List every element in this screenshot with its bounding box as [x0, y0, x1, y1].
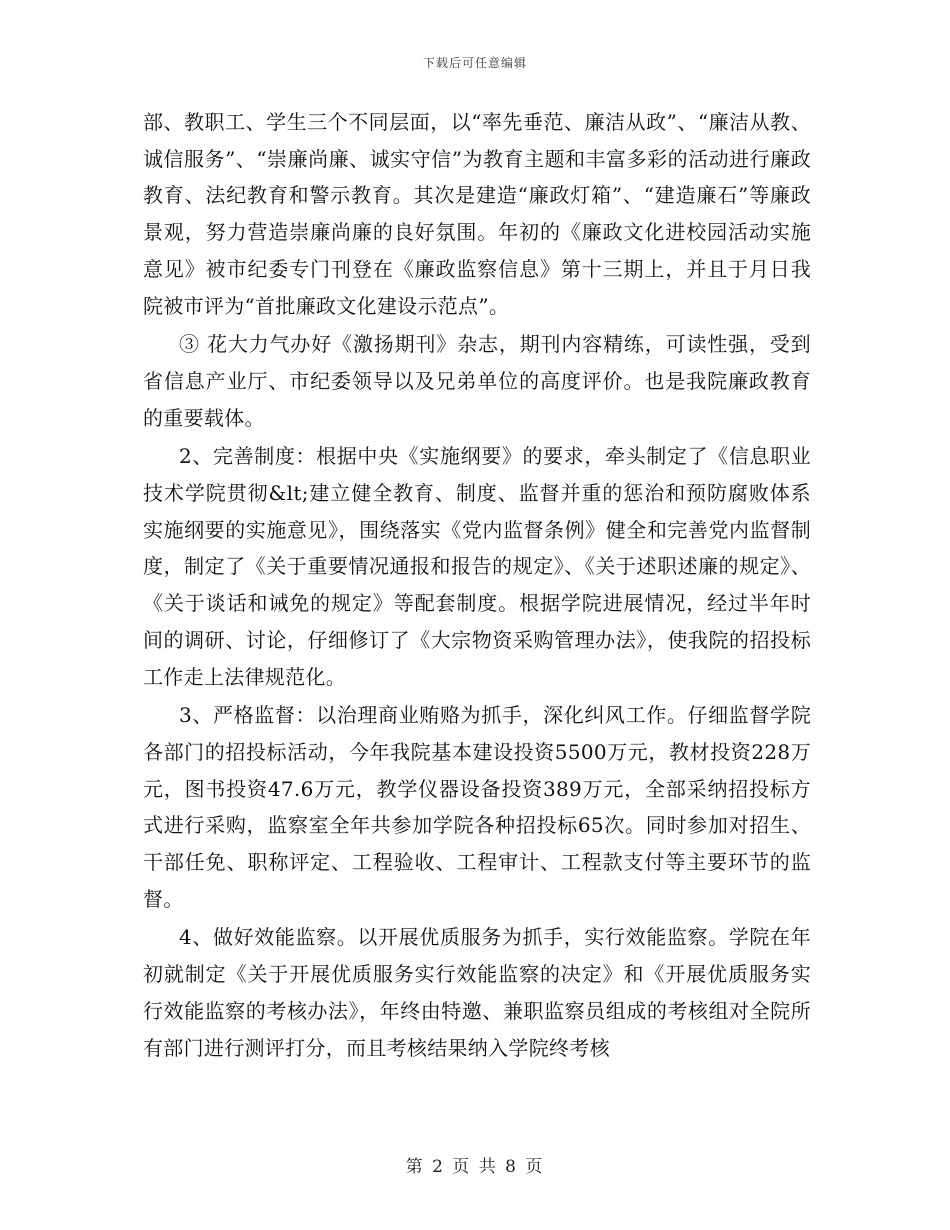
- paragraph-continued: 部、教职工、学生三个不同层面，以“率先垂范、廉洁从政”、“廉洁从教、诚信服务”、“崇廉尚廉、诚实守信”为教育主题和丰富多彩的活动进行廉政教育、法纪教育和警示教育。其次是建造“廉政灯箱”、“建造廉石”等廉政景观，努力营造崇廉尚廉的良好氛围。年初的《廉政文化进校园活动实施意见》被市纪委专门刊登在《廉政监察信息》第十三期上，并且于月日我院被市评为“首批廉政文化建设示范点”。: [143, 110, 811, 318]
- paragraph-item-4-efficiency: 4、做好效能监察。以开展优质服务为抓手，实行效能监察。学院在年初就制定《关于开展优质服务实行效能监察的决定》和《开展优质服务实行效能监察的考核办法》，年终由特邀、兼职监察员组成的考核组对全院所有部门进行测评打分，而且考核结果纳入学院终考核: [143, 925, 811, 1060]
- document-body: [143, 104, 811, 1068]
- page-header: 下载后可任意编辑: [422, 56, 527, 70]
- paragraph-item-3-journal: ③ 花大力气办好《激扬期刊》杂志，期刊内容精练，可读性强，受到省信息产业厅、市纪委领导以及兄弟单位的高度评价。也是我院廉政教育的重要载体。: [143, 332, 811, 430]
- paragraph-item-2-system: 2、完善制度：根据中央《实施纲要》的要求，牵头制定了《信息职业技术学院贯彻&lt;建立健全教育、制度、监督并重的惩治和预防腐败体系实施纲要的实施意见》，围绕落实《党内监督条例》健全和完善党内监督制度，制定了《关于重要情况通报和报告的规定》、《关于述职述廉的规定》、《关于谈话和诫免的规定》等配套制度。根据学院进展情况，经过半年时间的调研、讨论，仔细修订了《大宗物资采购管理办法》，使我院的招投标工作走上法律规范化。: [143, 444, 811, 689]
- paragraph-item-3-supervision: 3、严格监督：以治理商业贿赂为抓手，深化纠风工作。仔细监督学院各部门的招投标活动，今年我院基本建设投资5500万元，教材投资228万元，图书投资47.6万元，教学仪器设备投资389万元，全部采纳招投标方式进行采购，监察室全年共参加学院各种招投标65次。同时参加对招生、干部任免、职称评定、工程验收、工程审计、工程款支付等主要环节的监督。: [143, 703, 811, 911]
- page-number-footer: 第 2 页 共 8 页: [405, 1157, 545, 1177]
